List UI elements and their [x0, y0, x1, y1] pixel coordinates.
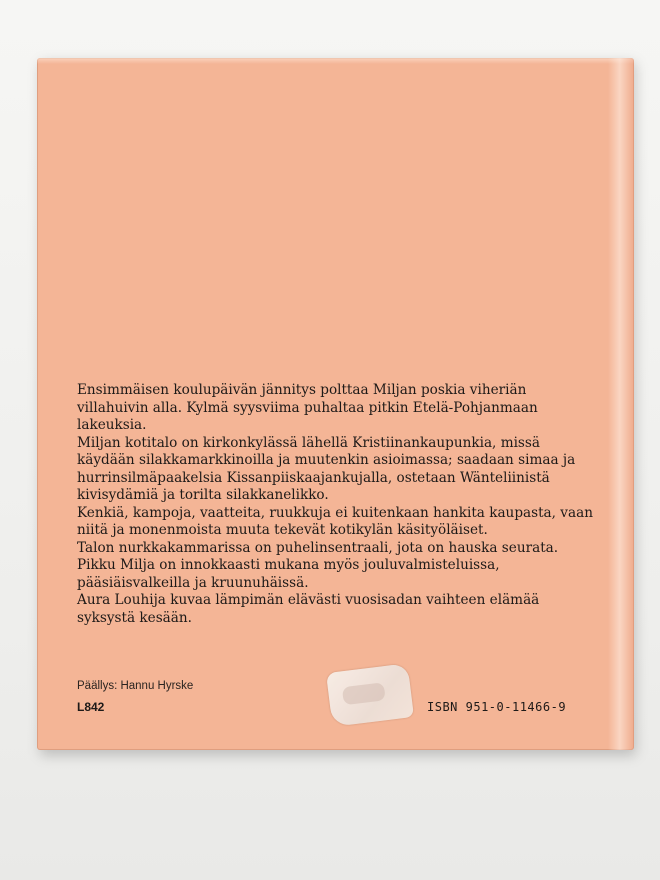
torn-price-sticker: [326, 663, 414, 727]
isbn-number: ISBN 951-0-11466-9: [427, 700, 567, 714]
book-spine-edge: [608, 58, 634, 750]
blurb-paragraph: Kenkiä, kampoja, vaatteita, ruukkuja ei kuitenkaan hankita kaupasta, vaan niitä ja monenmoista muuta tekevät kotikylän käsityöläiset.: [77, 504, 593, 538]
cover-credit: Päällys: Hannu Hyrske: [77, 680, 194, 692]
book-back-cover: [37, 58, 634, 750]
blurb-paragraph: Aura Louhija kuvaa lämpimän elävästi vuosisadan vaihteen elämää syksystä kesään.: [77, 592, 540, 626]
blurb-paragraph: Talon nurkkakammarissa on puhelinsentraali, jota on hauska seurata.: [77, 539, 559, 556]
blurb-paragraph: Pikku Milja on innokkaasti mukana myös jouluvalmisteluissa, pääsiäisvalkeilla ja kruunuhäissä.: [77, 557, 500, 591]
catalog-code: L842: [77, 700, 105, 714]
blurb-paragraph: Miljan kotitalo on kirkonkylässä lähellä Kristiinankaupunkia, missä käydään silakkamarkkinoilla ja muutenkin asioimassa; saadaan simaa ja hurrinsilmäpaakelsia Kissanpiiskaajankujalla, ostetaan Wänteliinistä kivisydämiä ja torilta silakkanelikko.: [77, 434, 576, 503]
blurb-text: [77, 382, 597, 627]
blurb-paragraph: Ensimmäisen koulupäivän jännitys polttaa Miljan poskia viheriän villahuivin alla. Kylmä syysviima puhaltaa pitkin Etelä-Pohjanmaan lakeuksia.: [77, 382, 538, 433]
book-top-edge: [37, 58, 634, 64]
